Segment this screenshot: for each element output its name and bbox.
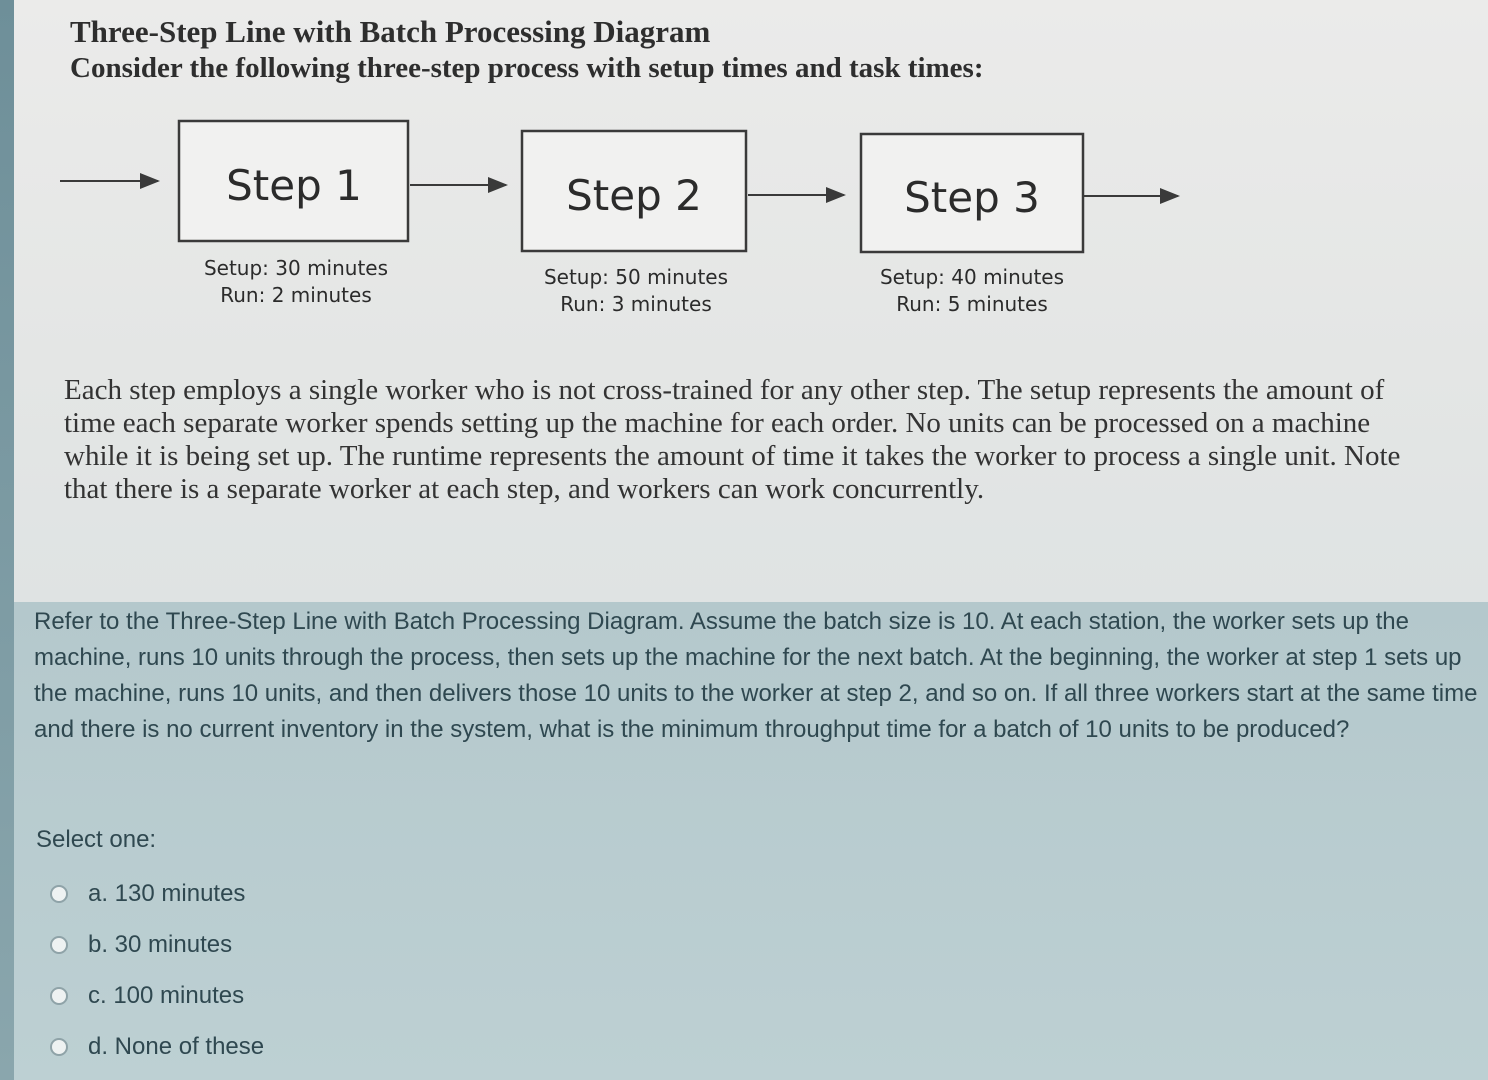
process-diagram [0,0,1488,340]
question-text: Refer to the Three-Step Line with Batch Processing Diagram. Assume the batch size is 10. At each station, the worker sets up the machine, runs 10 units through the process, then sets up the machine for the next batch. At the beginning, the worker at step 1 sets up the machine, runs 10 units, and then delivers those 10 units to the worker at step 2, and so on. If all three workers start at the same time and there is no current inventory in the system, what is the minimum throughput time for a batch of 10 units to be produced? [34,608,1478,743]
step-2-run: Run: 3 minutes [560,292,712,316]
radio-button-icon[interactable] [50,987,68,1005]
option-c[interactable] [50,970,264,1021]
option-d[interactable] [50,1021,264,1072]
step-2-node [522,131,746,316]
option-b[interactable] [50,919,264,970]
option-label[interactable]: d. None of these [88,1032,265,1060]
info-title: Three-Step Line with Batch Processing Diagram [70,14,711,49]
step-1-label: Step 1 [226,161,362,210]
select-one-label: Select one: [36,826,157,853]
option-a[interactable] [50,868,264,919]
step-2-setup: Setup: 50 minutes [543,265,729,289]
radio-button-icon[interactable] [50,1038,68,1056]
step-3-label: Step 3 [904,173,1040,222]
step-1-run: Run: 2 minutes [220,283,372,307]
radio-button-icon[interactable] [50,936,68,954]
step-3-run: Run: 5 minutes [896,292,1048,316]
step-2-label: Step 2 [566,171,702,220]
process-description: Each step employs a single worker who is not cross-trained for any other step. The setup represents the amount of time each separate worker spends setting up the machine for each order. No units can be processed on a machine while it is being set up. The runtime represents the amount of time it takes the worker to process a single unit. Note that there is a separate worker at each step, and workers can work concurrently. [64,374,1401,505]
option-label[interactable]: b. 30 minutes [88,930,233,958]
step-3-node [861,134,1083,316]
step-1-setup: Setup: 30 minutes [203,256,389,280]
option-label[interactable]: c. 100 minutes [88,981,245,1009]
step-3-setup: Setup: 40 minutes [879,265,1065,289]
radio-button-icon[interactable] [50,885,68,903]
info-subtitle: Consider the following three-step process with setup times and task times: [70,52,984,84]
step-1-node [179,121,408,307]
answer-options [50,868,264,1072]
option-label[interactable]: a. 130 minutes [88,879,246,907]
